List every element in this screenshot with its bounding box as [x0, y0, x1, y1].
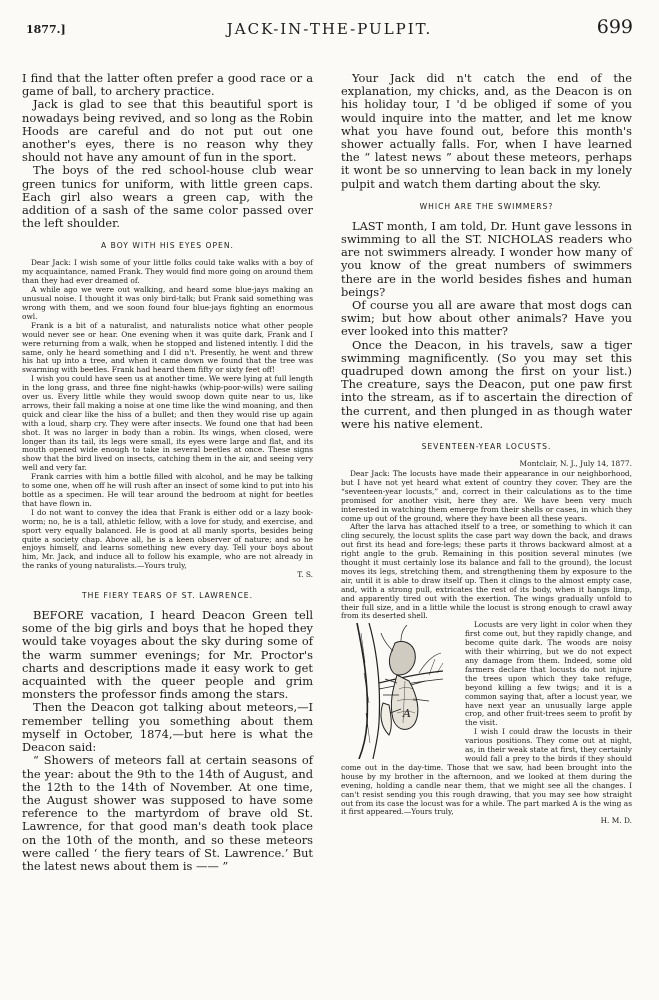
- paragraph: Once the Deacon, in his travels, saw a tiger swimming magnificently. (So you may set this quadruped down among the first on your list.) The creature, says the Deacon, put one paw first into the stream, as if to ascertain the direction of the current, and then plunged in as though water were his native element.: [341, 337, 632, 431]
- paragraph: Of course you all are aware that most dogs can swim; but how about other animals? Have you ever looked into this matter?: [341, 298, 632, 339]
- paragraph: After the larva has attached itself to a tree, or something to which it can cling securely, the locust splits the case part way down the back, and draws out first its head and fore-legs; these parts it throws backward almost at a right angle to the grub. Remaining in this position several minutes (we thought it must certainly lose its balance and fall to the ground), the locust moves its legs, stretching them, and strengthening them by exposure to the air, until it is able to draw itself up. Then it clings to the almost empty case, and, with a strong pull, extricates the rest of its body, when it hangs limp, and apparently tired out with the exertion. The wings gradually unfold to their full size, and in a little while the locust is strong enough to crawl away from its deserted shell.: [341, 522, 632, 621]
- page-number: 699: [596, 16, 633, 38]
- section-heading-fiery: THE FIERY TEARS OF ST. LAWRENCE.: [81, 591, 254, 601]
- paragraph: Then the Deacon got talking about meteors,—I remember telling you something about them myself in October, 1874,—but here is what the Deacon said:: [22, 700, 313, 755]
- paragraph: Your Jack did n't catch the end of the explanation, my chicks, and, as the Deacon is on his holiday tour, I 'd be obliged if some of you would inquire into the matter, and let me know what you have found out, before this month's shower actually falls. For, when I have learned the “ latest news ” about these meteors, perhaps it wont be so unnerving to lean back in my lonely pulpit and watch them darting about the sky.: [341, 71, 632, 191]
- paragraph: I find that the latter often prefer a good race or a game of ball, to archery practice.: [22, 71, 313, 99]
- paragraph: BEFORE vacation, I heard Deacon Green tell some of the big girls and boys that he hoped they would take voyages about the sky during some of the warm summer evenings; for Mr. Proctor's charts and descriptions made it easy work to get acquainted with the queer people and grim monsters the professor finds among the stars.: [22, 608, 313, 702]
- meteor-continuation: [341, 72, 632, 191]
- left-column: [22, 72, 313, 873]
- signature: T. S.: [297, 570, 313, 580]
- running-title: JACK-IN-THE-PULPIT.: [226, 20, 433, 38]
- right-column: [341, 72, 632, 826]
- paragraph: Frank is a bit of a naturalist, and naturalists notice what other people would never see or hear. One evening when it was quite dark, Frank and I were returning from a walk, when he stopped and listened intently. I did the same, only he heard something and I did n't. Presently, he went and threw his hat up into a tree, and when it came down we found that the tree was swarming with beetles. Frank had heard them fifty or sixty feet off!: [22, 320, 313, 375]
- issue-year: 1877.]: [26, 23, 66, 36]
- signature: H. M. D.: [600, 816, 632, 826]
- paragraph: Jack is glad to see that this beautiful sport is nowadays being revived, and so long as the Robin Hoods are careful and do not put out one another's eyes, there is no reason why they should not have any amount of fun in the sport.: [22, 97, 313, 165]
- paragraph: A while ago we were out walking, and heard some blue-jays making an unusual noise. I thought it was only bird-talk; but Frank said something was wrong with them, and we soon found four blue-jays fighting an enormous owl.: [22, 285, 313, 321]
- paragraph: Frank carries with him a bottle filled with alcohol, and he may be talking to some one, when off he will rush after an insect of some kind to put into his bottle as a specimen. He will tear around the bedroom at night for beetles that have flown in.: [22, 472, 313, 508]
- dateline: Montclair, N. J., July 14, 1877.: [519, 459, 632, 469]
- paragraph: I wish you could have seen us at another time. We were lying at full length in the long grass, and three fine night-hawks (whip-poor-wills) were sailing over us. Every little while they would swoop down quite near to us, like arrows, their fall making a noise at one time like the wind moaning, and then quick and clear like the hiss of a bullet; and then they would rise up again with a loud, sharp cry. They were after insects. We found one that had been shot. It was no larger in body than a robin. Its wings, when closed, were longer than its tail, its legs were small, its eyes were large and flat, and its mouth opened wide enough to take in several beetles at once. These signs show that the bird lived on insects, catching them in the air, and seeing very well and very far.: [22, 374, 313, 473]
- figure-label: A: [403, 707, 411, 721]
- fiery-section: [22, 609, 313, 873]
- swimmers-section: [341, 220, 632, 431]
- paragraph: Dear Jack: I wish some of your little folks could take walks with a boy of my acquaintance, named Frank. They would find more going on around them than they had ever dreamed of.: [22, 258, 313, 286]
- section-heading-locusts: SEVENTEEN-YEAR LOCUSTS.: [421, 442, 552, 452]
- locusts-letter: [341, 460, 632, 826]
- paragraph: I wish I could draw the locusts in their various positions. They come out at night, as, in their weak state at first, they certainly would fall a prey to the birds if they should come out in the day-time. Those that we saw, had been brought into the house by my brother in the afternoon, and we looked at them during the evening, holding a candle near them, that we might see all the changes. I can't resist sending you this rough drawing, that you may see how straight out from its case the locust was for a while. The part marked A is the wing as it first appeared.—Yours truly,: [341, 727, 632, 817]
- section-heading-swimmers: WHICH ARE THE SWIMMERS?: [419, 201, 554, 211]
- signature-line: [22, 571, 313, 580]
- signature-line: [341, 817, 632, 826]
- paragraph: “ Showers of meteors fall at certain seasons of the year: about the 9th to the 14th of August, and the 12th to the 14th of November. At one time, the August shower was supposed to have some reference to the martyrdom of brave old St. Lawrence, for that good man's death took place on the 10th of the month, and so these meteors were called ‘ the fiery tears of St. Lawrence.’ But the latest news about them is —— ”: [22, 753, 313, 873]
- paragraph: The boys of the red school-house club wear green tunics for uniform, with little green caps. Each girl also wears a green cap, with the addition of a sash of the same color passed over the left shoulder.: [22, 163, 313, 231]
- locust-illustration: [339, 623, 459, 759]
- boy-letter: [22, 259, 313, 580]
- page-header: [26, 16, 633, 44]
- paragraph: Locusts are very light in color when they first come out, but they rapidly change, and become quite dark. The woods are noisy with their whirring, but we do not expect any damage from them. Indeed, some old farmers declare that locusts do not injure the trees upon which they take refuge, beyond killing a few twigs; and it is a common saying that, after a locust year, we have next year an unusually large apple crop, and other fruit-trees seem to profit by the visit.: [465, 620, 632, 728]
- archery-section: [22, 72, 313, 230]
- paragraph: I do not want to convey the idea that Frank is either odd or a lazy book-worm; no, he is a tall, athletic fellow, with a love for study, and exercise, and sport very equally balanced. He is good at all manly sports, besides being quite a society chap. Above all, he is a keen observer of nature; and so he enjoys himself, and learns something new every day. Tell your boys about him, Mr. Jack, and induce all to follow his example, who are not already in the ranks of young naturalists.—Yours truly,: [22, 507, 313, 571]
- section-heading-boy: A BOY WITH HIS EYES OPEN.: [101, 241, 234, 251]
- paragraph: LAST month, I am told, Dr. Hunt gave lessons in swimming to all the ST. NICHOLAS readers who are not swimmers already. I wonder how many of you know of the great numbers of swimmers there are in the world besides fishes and human beings?: [341, 218, 632, 299]
- paragraph: Dear Jack: The locusts have made their appearance in our neighborhood, but I have not yet heard what extent of country they cover. They are the “seventeen-year locusts,” and, correct in their calculations as to the time promised for another visit, here they are. We have been very much interested in watching them emerge from their shells or cases, in which they come up out of the ground, where they have been all these years.: [341, 468, 632, 523]
